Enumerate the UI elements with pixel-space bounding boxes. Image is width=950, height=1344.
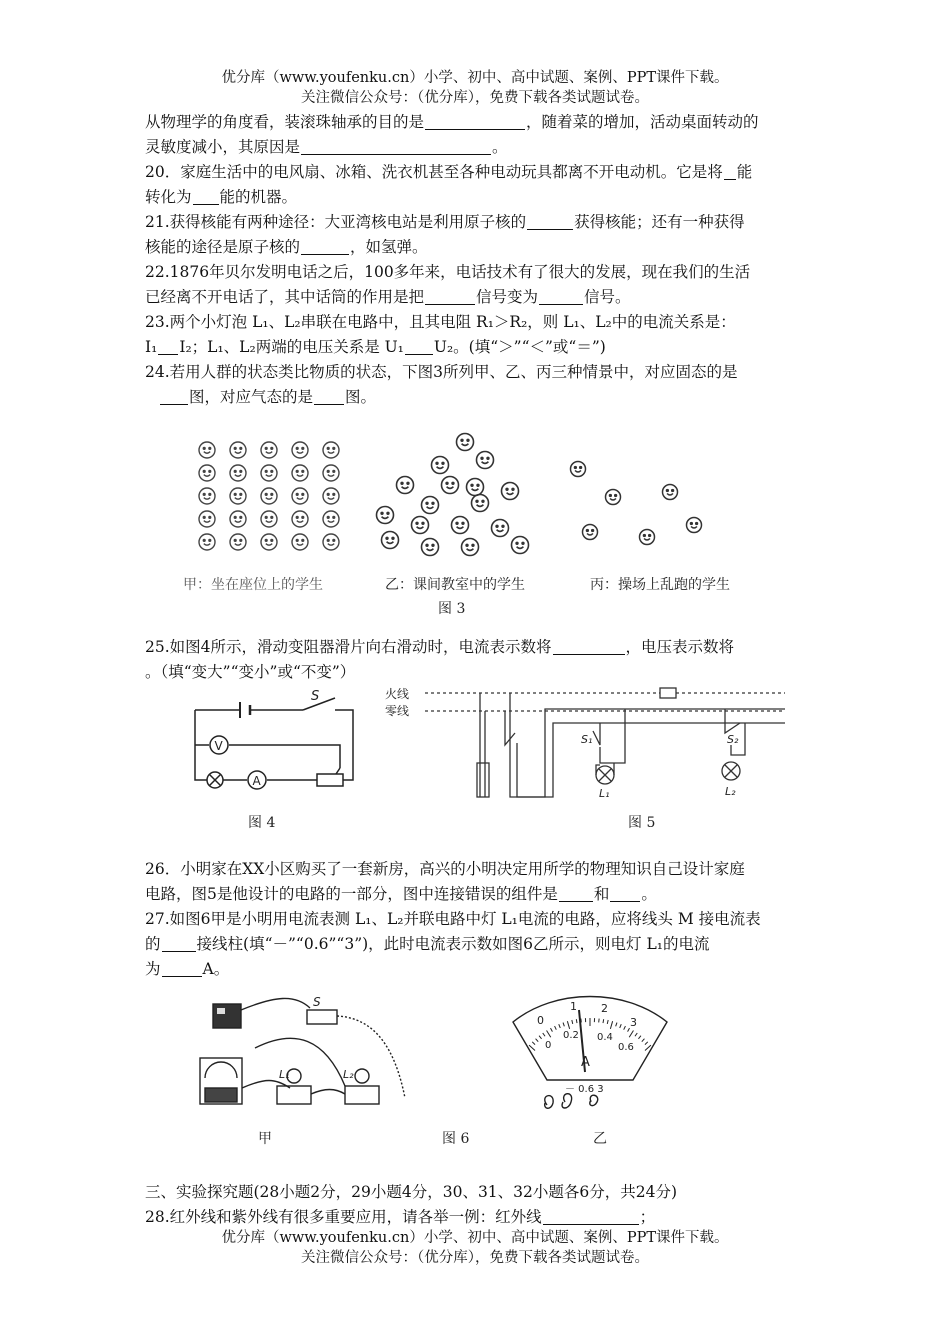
q23-line-1: 23.两个小灯泡 L₁、L₂串联在电路中，且其电阻 R₁＞R₂，则 L₁、L₂中的电流关系是： [145,313,736,331]
student-icon [230,511,246,527]
q26-line-1: 26．小明家在XX小区购买了一套新房，高兴的小明决定用所学的物理知识自己设计家庭 [145,860,745,878]
answer-blank[interactable] [527,213,573,230]
student-icon [422,497,439,514]
q21-line-2: 核能的途径是原子核的 ，如氢弹。 [145,238,428,256]
student-icon [230,488,246,504]
lamp-holder-l1-icon [277,1086,311,1104]
student-icon [502,483,519,500]
student-icon [230,534,246,550]
student-icon [422,539,439,556]
fuse-icon [660,688,676,698]
student-icon [377,507,394,524]
fig5-title: 图 5 [628,815,656,831]
answer-blank[interactable] [724,163,736,180]
student-icon [292,534,308,550]
fig3-caption-a: 甲：坐在座位上的学生 [183,577,323,593]
student-icon [292,442,308,458]
q19-line-1: 从物理学的角度看，装滚珠轴承的目的是 ，随着菜的增加，活动桌面转动的 [145,113,759,131]
terminal-knobs-icon [545,1094,598,1109]
student-icon [477,452,494,469]
student-icon [199,534,215,550]
answer-blank[interactable] [158,338,178,355]
q24-line-2: 图，对应气态的是 图。 [145,386,815,408]
fig4-title: 图 4 [248,815,276,831]
figure-4-circuit [185,688,375,803]
student-icon [457,434,474,451]
student-icon [323,465,339,481]
student-icon [472,495,489,512]
q22-line-2: 已经离不开电话了，其中话筒的作用是把 信号变为 信号。 [145,288,631,306]
figure-6b-ammeter-dial [505,990,675,1125]
student-icon [292,465,308,481]
fig3-title: 图 3 [438,601,466,617]
socket-icon [477,763,489,797]
answer-blank[interactable] [193,188,219,205]
q26-line-2: 电路，图5是他设计的电路的一部分，图中连接错误的组件是 和 。 [145,885,657,903]
q24-line-1: 24.若用人群的状态类比物质的状态，下图3所列甲、乙、丙三种情景中，对应固态的是 [145,363,738,381]
scale-top-1: 1 [570,1000,577,1013]
footer-line-1: 优分库（www.youfenku.cn）小学、初中、高中试题、案例、PPT课件下载。 [221,1230,729,1246]
student-icon [442,477,459,494]
gas-state-students [571,462,702,545]
q25-line-2: 。（填“变大”“变小”或“不变”） [145,663,356,681]
student-icon [452,517,469,534]
scale-bottom-2: 0.4 [597,1032,613,1043]
fig6-title: 图 6 [442,1131,470,1147]
student-icon [230,442,246,458]
student-icon [382,532,399,549]
switch-icon [307,1010,337,1024]
student-icon [571,462,586,477]
scale-bottom-3: 0.6 [618,1042,634,1053]
answer-blank[interactable] [162,935,196,952]
student-icon [199,511,215,527]
student-icon [261,488,277,504]
answer-blank[interactable] [610,885,640,902]
s2-label: S₂ [727,733,739,746]
q21-line-1: 21.获得核能有两种途径：大亚湾核电站是利用原子核的 获得核能；还有一种获得 [145,213,745,231]
lamp-holder-l2-icon [345,1086,379,1104]
scale-top-2: 2 [601,1002,608,1015]
scale-bottom-1: 0.2 [563,1030,579,1041]
answer-blank[interactable] [160,388,188,405]
answer-blank[interactable] [539,288,583,305]
l1-label: L₁ [599,787,610,800]
student-icon [199,488,215,504]
switch-label: S [313,995,321,1009]
student-icon [640,530,655,545]
dial-face [513,997,667,1081]
unit-label: A [581,1055,590,1070]
answer-blank[interactable] [162,960,202,977]
l1-label: L₁ [279,1068,290,1081]
student-icon [412,517,429,534]
fig6-caption-b: 乙 [593,1131,607,1147]
q27-line-2: 的 接线柱(填“－”“0.6”“3”)，此时电流表示数如图6乙所示，则电灯 L₁的电流 [145,935,710,953]
scale-top-3: 3 [630,1016,637,1029]
q20-line-2: 转化为 能的机器。 [145,188,298,206]
section-3-title: 三、实验探究题(28小题2分，29小题4分，30、31、32小题各6分，共24分) [145,1183,678,1201]
student-icon [432,457,449,474]
l2-label: L₂ [343,1068,354,1081]
scale-bottom-0: 0 [545,1040,552,1051]
answer-blank[interactable] [425,113,525,130]
answer-blank[interactable] [425,288,475,305]
student-icon [230,465,246,481]
wire [311,1090,345,1095]
header-line-1: 优分库（www.youfenku.cn）小学、初中、高中试题、案例、PPT课件下载。 [221,70,729,86]
student-icon [663,485,678,500]
s1-label: S₁ [581,733,593,746]
student-icon [492,520,509,537]
student-icon [323,511,339,527]
switch-s2-icon [725,709,745,755]
student-icon [462,539,479,556]
rheostat-icon [317,774,343,786]
student-icon [261,442,277,458]
answer-blank[interactable] [301,238,349,255]
student-icon [261,534,277,550]
student-icon [292,511,308,527]
answer-blank[interactable] [553,638,625,655]
footer-line-2: 关注微信公众号：（优分库），免费下载各类试题试卷。 [301,1250,649,1266]
student-icon [583,525,598,540]
student-icon [512,537,529,554]
student-icon [261,465,277,481]
answer-blank[interactable] [543,1208,639,1225]
scale-top-0: 0 [537,1014,544,1027]
student-icon [199,465,215,481]
live-wire-label: 火线 [385,687,410,701]
student-icon [292,488,308,504]
student-icon [323,534,339,550]
q27-line-3: 为 A。 [145,960,230,978]
student-icon [606,490,621,505]
answer-blank[interactable] [314,388,344,405]
wire [505,711,785,797]
terminal-labels: － 0.6 3 [565,1084,604,1095]
q25-line-1: 25.如图4所示，滑动变阻器滑片向右滑动时，电流表示数将 ，电压表示数将 [145,638,735,656]
wire [241,998,310,1010]
q19-line-2: 灵敏度减小，其原因是 。 [145,138,508,156]
q27-line-1: 27.如图6甲是小明用电流表测 L₁、L₂并联电路中灯 L₁电流的电路，应将线头 M 接电流表 [145,910,761,928]
q23-line-2: I₁ I₂；L₁、L₂两端的电压关系是 U₁ U₂。(填“＞”“＜”或“＝”) [145,338,606,356]
switch-label: S [311,689,320,704]
fig3-caption-b: 乙：课间教室中的学生 [385,577,525,593]
answer-blank[interactable] [559,885,593,902]
neutral-wire-label: 零线 [385,704,410,718]
answer-blank[interactable] [405,338,433,355]
answer-blank[interactable] [301,138,491,155]
student-icon [397,477,414,494]
wire [242,1081,290,1089]
student-icon [199,442,215,458]
fig3-caption-c: 丙：操场上乱跑的学生 [590,577,730,593]
battery-box-icon [213,1004,241,1028]
q22-line-1: 22.1876年贝尔发明电话之后，100多年来，电话技术有了很大的发展，现在我们的生活 [145,263,751,281]
student-icon [467,479,484,496]
student-icon [687,518,702,533]
fig6-caption-a: 甲 [258,1131,272,1147]
socket-wires [480,693,485,797]
solid-state-students [199,442,339,550]
ammeter-label: A [252,774,261,788]
figure-6a-apparatus [195,988,435,1128]
student-icon [323,442,339,458]
q20-line-1: 20．家庭生活中的电风扇、冰箱、洗衣机甚至各种电动玩具都离不开电动机。它是将 能 [145,163,753,181]
switch-s1-icon [593,709,625,763]
voltmeter-label: V [214,739,223,753]
q28-line-1: 28.红外线和紫外线有很多重要应用，请各举一例：红外线 ； [145,1208,656,1226]
header-line-2: 关注微信公众号：（优分库），免费下载各类试题试卷。 [301,90,649,106]
l2-label: L₂ [725,785,736,798]
figure-5-household-circuit [385,685,790,810]
liquid-state-students [377,434,529,556]
wire [510,693,785,797]
student-icon [261,511,277,527]
student-icon [323,488,339,504]
